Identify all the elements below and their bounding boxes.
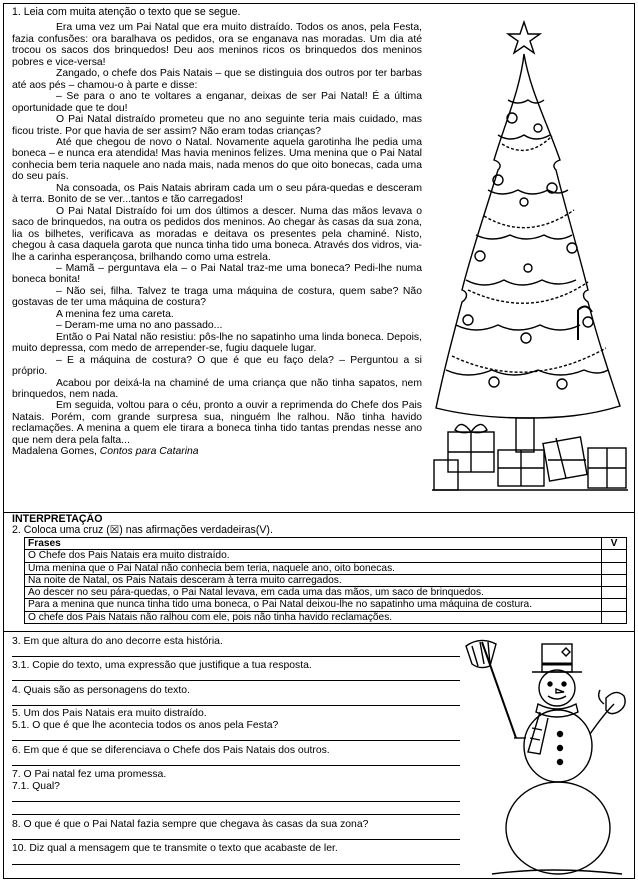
question-3-1: 3.1. Copie do texto, uma expressão que justifique a tua resposta. <box>12 660 312 671</box>
question-3: 3. Em que altura do ano decorre esta história. <box>12 636 223 647</box>
story-paragraph: – Não sei, filha. Talvez te traga uma máquina de costura, quem sabe? Não gostavas de ter uma máquina de costura? <box>12 285 422 309</box>
answer-line[interactable] <box>12 740 460 741</box>
story-paragraph: Então o Pai Natal não resistiu: pôs-lhe no sapatinho uma linda boneca. Depois, muito depressa, com medo de arrepender-se, fugiu daquele lugar. <box>12 331 422 355</box>
answer-cell[interactable] <box>602 550 627 562</box>
questions-section <box>4 632 634 878</box>
worksheet-page <box>3 3 635 879</box>
story-paragraph: – E a máquina de costura? O que é que eu faço dela? – Perguntou a si próprio. <box>12 354 422 378</box>
story-paragraph: – Mamã – perguntava ela – o Pai Natal traz-me uma boneca? Pedi-lhe numa boneca bonita! <box>12 262 422 286</box>
story-credit <box>12 446 422 457</box>
statement: Ao descer no seu pára-quedas, o Pai Natal levava, em cada uma das mãos, um saco de brinquedos. <box>25 587 602 599</box>
story-paragraph: – Deram-me uma no ano passado... <box>56 320 223 332</box>
story-paragraph: Era uma vez um Pai Natal que era muito distraído. Todos os anos, pela Festa, fazia confusões: ora baralhava os pedidos, ora se enganava nas moradas. Um dia até trocou os sacos dos brinquedos! Deu aos meninos ricos os brinquedos dos meninos pobres e vice-versa! <box>12 22 422 68</box>
question-5-1: 5.1. O que é que lhe acontecia todos os anos pela Festa? <box>12 720 279 731</box>
question-6: 6. Em que é que se diferenciava o Chefe dos Pais Natais dos outros. <box>12 745 330 756</box>
story-paragraph: O Pai Natal distraído prometeu que no ano seguinte teria mais cuidado, mas ficou triste. Por que havia de ser assim? Não eram todas crianças? <box>12 114 422 137</box>
true-false-table <box>24 537 627 624</box>
answer-line[interactable] <box>12 814 460 815</box>
statement: Para a menina que nunca tinha tido uma boneca, o Pai Natal deixou-lhe no sapatinho uma máquina de costura. <box>25 599 602 611</box>
star-icon <box>508 22 540 53</box>
header-v: V <box>602 538 627 550</box>
answer-line[interactable] <box>12 705 460 706</box>
table-row <box>25 550 627 562</box>
answer-cell[interactable] <box>602 599 627 611</box>
statement: O chefe dos Pais Natais não ralhou com ele, pois não tinha havido reclamações. <box>25 611 602 623</box>
answer-line[interactable] <box>12 656 460 657</box>
author-name: Madalena Gomes, <box>12 446 97 458</box>
header-frases: Frases <box>25 538 602 550</box>
story-paragraph: Até que chegou de novo o Natal. Novamente aquela garotinha lhe pedia uma boneca – e nunca era atendida! Mas havia meninos felizes. Uma menina que o Pai Natal conhecia bem teria naquele ano nada mais, nada menos do que oito bonecas, cada uma do seu país. <box>12 136 422 183</box>
story-text <box>12 7 422 458</box>
story-paragraph: – Se para o ano te voltares a enganar, deixas de ser Pai Natal! É a última oportunidade que te dou! <box>12 91 422 114</box>
reading-instruction: 1. Leia com muita atenção o texto que se segue. <box>12 6 241 18</box>
table-header-row <box>25 538 627 550</box>
story-paragraph: Na consoada, os Pais Natais abriram cada um o seu pára-quedas e desceram à terra. Bonito de se ver...tantos e tão carregados! <box>12 182 422 206</box>
question-8: 8. O que é que o Pai Natal fazia sempre que chegava às casas da sua zona? <box>12 819 369 830</box>
answer-cell[interactable] <box>602 562 627 574</box>
question-10: 10. Diz qual a mensagem que te transmite o texto que acabaste de ler. <box>12 843 338 854</box>
snowman-illustration <box>462 638 630 878</box>
statement: Na noite de Natal, os Pais Natais desceram à terra muito carregados. <box>25 574 602 586</box>
table-row <box>25 599 627 611</box>
interpretation-heading: INTERPRETAÇÃO <box>12 513 103 525</box>
question-7: 7. O Pai natal fez uma promessa. <box>12 769 167 780</box>
story-paragraph: O Pai Natal Distraído foi um dos últimos a descer. Numa das mãos levava o saco de brinquedos, na outra os pedidos dos meninos. Ao chegar às casas da sua zona, lia os bilhetes, verificava as moradas e deitava os presentes pela chaminé. Nisto, chegou à casa daquela garota que nunca tinha tido uma boneca. Através dos vidros, via-lhe a carinha esperançosa, brilhando como uma estrela. <box>12 205 422 263</box>
statement: O Chefe dos Pais Natais era muito distraído. <box>25 550 602 562</box>
answer-cell[interactable] <box>602 611 627 623</box>
book-title: Contos para Catarina <box>99 446 199 458</box>
answer-line[interactable] <box>12 839 460 840</box>
answer-line[interactable] <box>12 765 460 766</box>
answer-line[interactable] <box>12 801 460 802</box>
table-row <box>25 611 627 623</box>
story-paragraph: Em seguida, voltou para o céu, pronto a ouvir a reprimenda do Chefe dos Pais Natais. Porém, com grande surpresa sua, ninguém lhe ralhou. Não tinha havido reclamações. A menina a quem ele tirara a boneca tinha tido tantas prendas nesse ano que nem dera pela falta... <box>12 400 422 446</box>
answer-line[interactable] <box>12 864 460 865</box>
question-7-1: 7.1. Qual? <box>12 781 60 792</box>
interpretation-section <box>4 513 634 632</box>
christmas-tree-illustration <box>428 20 632 510</box>
table-row <box>25 562 627 574</box>
statement: Uma menina que o Pai Natal não conhecia bem teria, naquele ano, oito bonecas. <box>25 562 602 574</box>
table-row <box>25 574 627 586</box>
answer-line[interactable] <box>12 680 460 681</box>
story-paragraph: A menina fez uma careta. <box>56 308 174 320</box>
interpretation-instruction: 2. Coloca uma cruz (☒) nas afirmações verdadeiras(V). <box>12 524 273 536</box>
question-5: 5. Um dos Pais Natais era muito distraído. <box>12 708 207 719</box>
table-row <box>25 587 627 599</box>
story-paragraph: Zangado, o chefe dos Pais Natais – que se distinguia dos outros por ter barbas até aos pés – chamou-o à parte e disse: <box>12 68 422 91</box>
story-paragraph: Acabou por deixá-la na chaminé de uma criança que não tinha sapatos, nem brinquedos, nem nada. <box>12 377 422 400</box>
answer-cell[interactable] <box>602 574 627 586</box>
reading-section <box>4 4 634 513</box>
question-4: 4. Quais são as personagens do texto. <box>12 685 190 696</box>
answer-cell[interactable] <box>602 587 627 599</box>
